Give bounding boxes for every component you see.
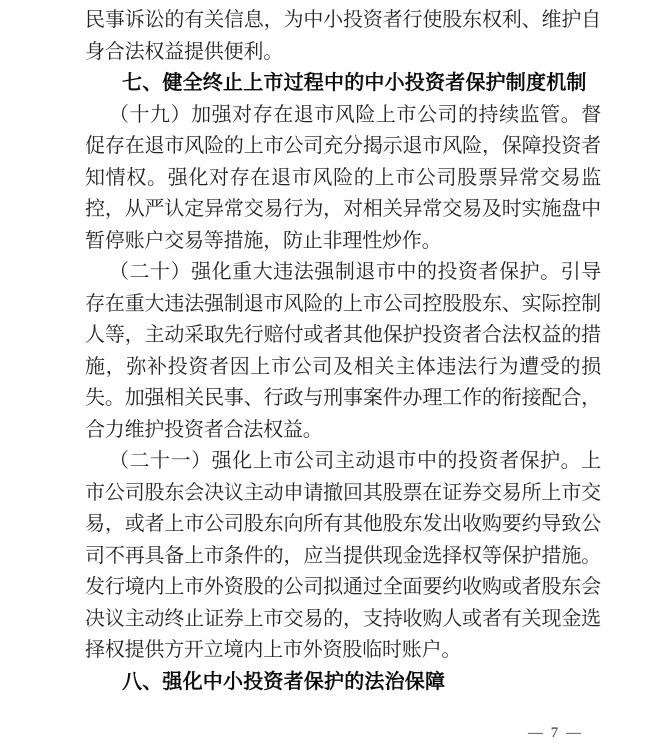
paragraph-item-19: （十九）加强对存在退市风险上市公司的持续监管。督促存在退市风险的上市公司充分揭示退市风险，保障投资者知情权。强化对存在退市风险的上市公司股票异常交易监控，从严认定异常交易行为，对相关异常交易及时实施盘中暂停账户交易等措施，防止非理性炒作。 xyxy=(85,103,601,252)
paragraph-item-21: （二十一）强化上市公司主动退市中的投资者保护。上市公司股东会决议主动申请撤回其股票在证券交易所上市交易，或者上市公司股东向所有其他股东发出收购要约导致公司不再具备上市条件的，应当提供现金选择权等保护措施。发行境内上市外资股的公司拟通过全面要约收购或者股东会决议主动终止证券上市交易的，支持收购人或者有关现金选择权提供方开立境内上市外资股临时账户。 xyxy=(85,450,601,661)
section-heading-7: 七、健全终止上市过程中的中小投资者保护制度机制 xyxy=(122,72,587,94)
page-number: — 7 — xyxy=(528,725,583,741)
document-body xyxy=(85,5,601,698)
section-heading-8: 八、强化中小投资者保护的法治保障 xyxy=(122,670,446,693)
paragraph-continuation: 民事诉讼的有关信息，为中小投资者行使股东权利、维护自身合法权益提供便利。 xyxy=(85,9,601,63)
paragraph-item-20: （二十）强化重大违法强制退市中的投资者保护。引导存在重大违法强制退市风险的上市公司控股股东、实际控制人等，主动采取先行赔付或者其他保护投资者合法权益的措施，弥补投资者因上市公司及相关主体违法行为遭受的损失。加强相关民事、行政与刑事案件办理工作的衔接配合，合力维护投资者合法权益。 xyxy=(85,261,601,441)
